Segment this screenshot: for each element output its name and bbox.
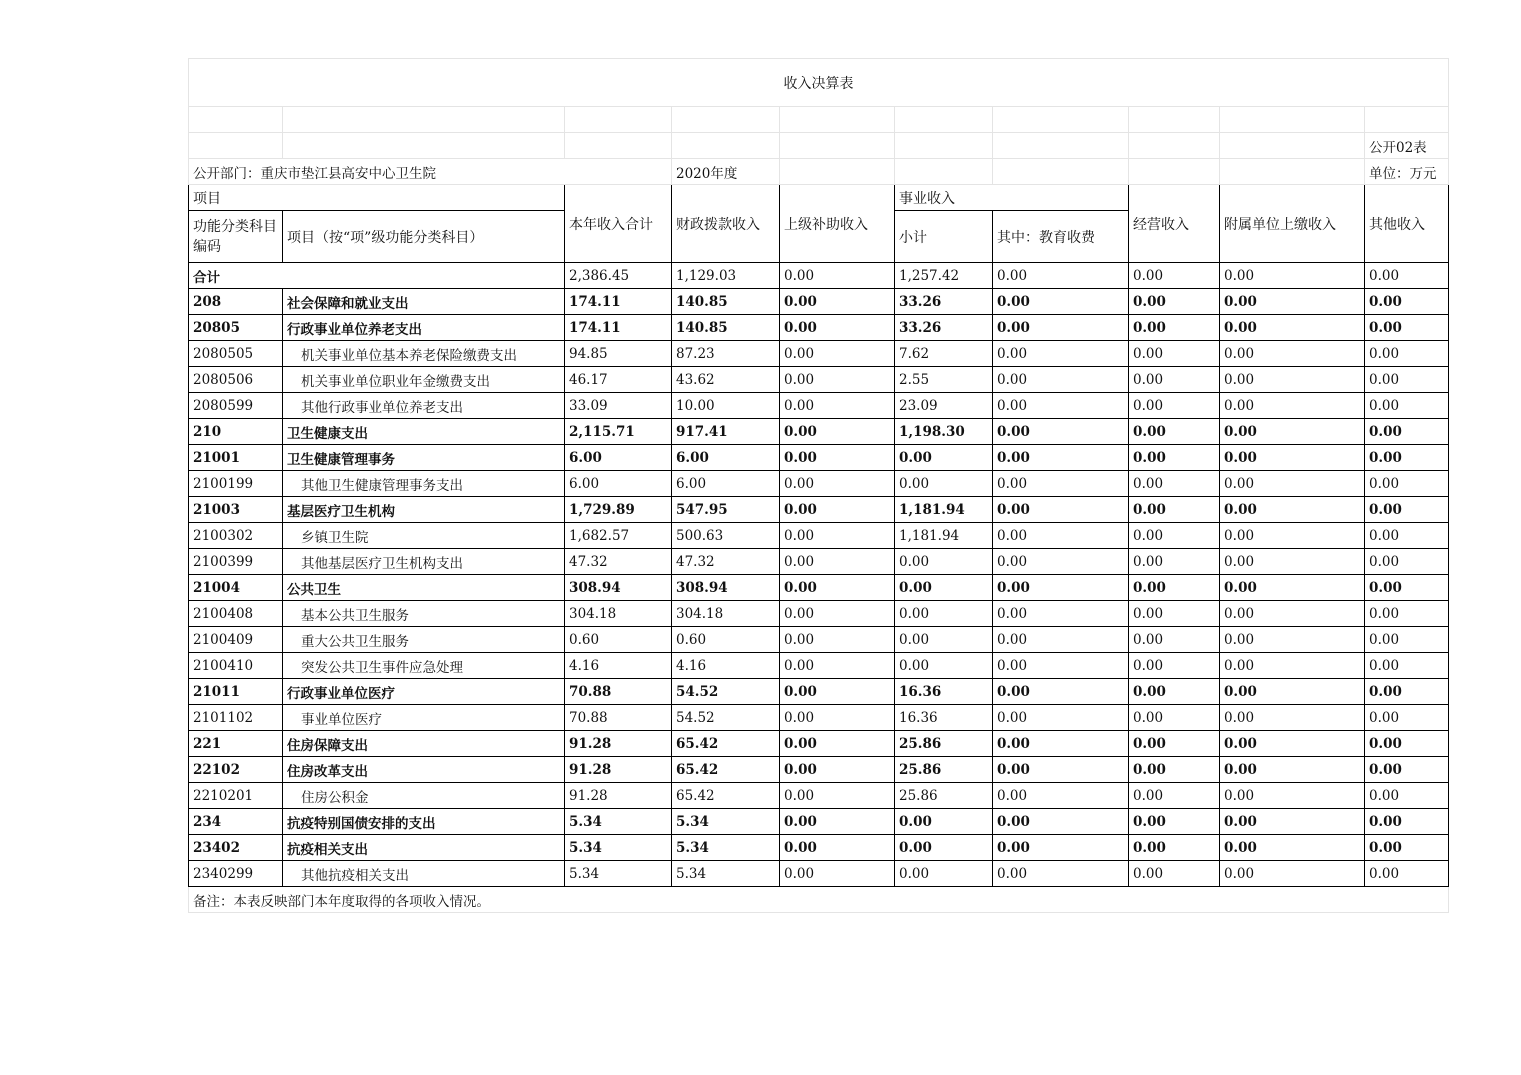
row-value: 70.88 <box>565 679 672 705</box>
row-value: 5.34 <box>565 861 672 887</box>
row-value: 5.34 <box>672 835 780 861</box>
row-value: 0.00 <box>993 445 1129 471</box>
row-name: 公共卫生 <box>283 575 565 601</box>
row-code: 20805 <box>189 315 283 341</box>
row-value: 10.00 <box>672 393 780 419</box>
table-row <box>189 523 1449 549</box>
table-row <box>189 419 1449 445</box>
row-value: 0.00 <box>1365 601 1449 627</box>
row-value: 0.00 <box>780 601 895 627</box>
row-value: 0.00 <box>780 497 895 523</box>
header-other: 其他收入 <box>1365 185 1449 263</box>
row-value: 0.00 <box>1129 341 1220 367</box>
row-value: 0.00 <box>993 471 1129 497</box>
fiscal-year: 2020年度 <box>672 159 780 185</box>
row-value: 0.00 <box>780 367 895 393</box>
total-label: 合计 <box>189 263 565 289</box>
row-name: 卫生健康管理事务 <box>283 445 565 471</box>
row-value: 917.41 <box>672 419 780 445</box>
row-value: 0.00 <box>993 757 1129 783</box>
total-value: 2,386.45 <box>565 263 672 289</box>
row-value: 0.00 <box>1365 367 1449 393</box>
row-code: 221 <box>189 731 283 757</box>
row-value: 16.36 <box>895 705 993 731</box>
row-value: 47.32 <box>672 549 780 575</box>
table-row <box>189 601 1449 627</box>
row-value: 1,682.57 <box>565 523 672 549</box>
row-value: 304.18 <box>672 601 780 627</box>
row-value: 33.09 <box>565 393 672 419</box>
row-value: 0.00 <box>993 289 1129 315</box>
row-code: 23402 <box>189 835 283 861</box>
row-value: 0.00 <box>993 627 1129 653</box>
header-total: 本年收入合计 <box>565 185 672 263</box>
row-value: 0.00 <box>993 679 1129 705</box>
row-value: 0.00 <box>1365 523 1449 549</box>
row-value: 0.00 <box>780 783 895 809</box>
table-row <box>189 471 1449 497</box>
row-value: 0.00 <box>1220 393 1365 419</box>
row-value: 0.00 <box>1129 731 1220 757</box>
row-value: 0.00 <box>1220 367 1365 393</box>
row-value: 4.16 <box>565 653 672 679</box>
row-value: 0.00 <box>1129 601 1220 627</box>
row-value: 0.00 <box>780 679 895 705</box>
row-value: 0.00 <box>993 549 1129 575</box>
row-value: 0.00 <box>1220 705 1365 731</box>
total-value: 0.00 <box>1220 263 1365 289</box>
row-value: 0.00 <box>1220 835 1365 861</box>
row-value: 0.00 <box>993 419 1129 445</box>
row-value: 0.00 <box>993 861 1129 887</box>
table-body <box>189 289 1449 887</box>
row-value: 70.88 <box>565 705 672 731</box>
row-value: 0.00 <box>1365 497 1449 523</box>
row-value: 91.28 <box>565 731 672 757</box>
row-name: 乡镇卫生院 <box>283 523 565 549</box>
row-value: 0.00 <box>1129 549 1220 575</box>
row-value: 0.00 <box>1129 575 1220 601</box>
table-row <box>189 341 1449 367</box>
row-value: 33.26 <box>895 289 993 315</box>
row-value: 0.00 <box>1220 861 1365 887</box>
row-value: 16.36 <box>895 679 993 705</box>
row-value: 0.00 <box>1365 341 1449 367</box>
row-value: 0.00 <box>1129 393 1220 419</box>
row-name: 住房保障支出 <box>283 731 565 757</box>
row-value: 33.26 <box>895 315 993 341</box>
row-code: 2101102 <box>189 705 283 731</box>
unit-label: 单位：万元 <box>1365 159 1449 185</box>
table-row <box>189 705 1449 731</box>
row-value: 0.00 <box>993 783 1129 809</box>
row-value: 0.00 <box>1220 679 1365 705</box>
department-label: 公开部门：重庆市垫江县高安中心卫生院 <box>189 159 672 185</box>
row-value: 0.00 <box>1365 471 1449 497</box>
row-value: 0.00 <box>1365 653 1449 679</box>
table-title: 收入决算表 <box>189 59 1449 107</box>
row-value: 0.00 <box>780 627 895 653</box>
row-name: 其他基层医疗卫生机构支出 <box>283 549 565 575</box>
row-code: 21004 <box>189 575 283 601</box>
row-value: 1,198.30 <box>895 419 993 445</box>
table-row <box>189 497 1449 523</box>
row-value: 174.11 <box>565 315 672 341</box>
row-value: 6.00 <box>672 445 780 471</box>
row-value: 0.00 <box>1129 757 1220 783</box>
row-value: 0.00 <box>1365 835 1449 861</box>
table-row <box>189 757 1449 783</box>
table-row <box>189 783 1449 809</box>
table-row <box>189 731 1449 757</box>
row-value: 0.00 <box>780 445 895 471</box>
row-name: 机关事业单位职业年金缴费支出 <box>283 367 565 393</box>
row-value: 547.95 <box>672 497 780 523</box>
row-value: 0.00 <box>1129 705 1220 731</box>
table-row <box>189 627 1449 653</box>
table-row <box>189 835 1449 861</box>
row-value: 25.86 <box>895 783 993 809</box>
total-value: 1,129.03 <box>672 263 780 289</box>
row-value: 0.00 <box>993 523 1129 549</box>
row-code: 2100399 <box>189 549 283 575</box>
row-value: 0.00 <box>993 809 1129 835</box>
row-value: 0.00 <box>780 861 895 887</box>
row-value: 0.00 <box>1365 315 1449 341</box>
row-value: 0.00 <box>780 835 895 861</box>
table-row <box>189 575 1449 601</box>
row-value: 25.86 <box>895 731 993 757</box>
total-value: 0.00 <box>1129 263 1220 289</box>
table-row <box>189 445 1449 471</box>
row-value: 46.17 <box>565 367 672 393</box>
row-value: 1,181.94 <box>895 523 993 549</box>
row-value: 0.00 <box>1220 419 1365 445</box>
row-value: 65.42 <box>672 783 780 809</box>
row-value: 0.00 <box>1220 341 1365 367</box>
row-value: 0.00 <box>1129 471 1220 497</box>
row-value: 54.52 <box>672 705 780 731</box>
row-value: 0.00 <box>895 861 993 887</box>
header-name: 项目（按“项”级功能分类科目） <box>283 211 565 263</box>
total-value: 1,257.42 <box>895 263 993 289</box>
row-value: 0.60 <box>565 627 672 653</box>
table-row <box>189 549 1449 575</box>
row-value: 0.00 <box>780 549 895 575</box>
row-value: 6.00 <box>565 471 672 497</box>
row-value: 0.00 <box>895 445 993 471</box>
row-value: 0.00 <box>1220 445 1365 471</box>
row-code: 2100410 <box>189 653 283 679</box>
row-name: 抗疫特别国债安排的支出 <box>283 809 565 835</box>
row-value: 0.00 <box>1129 445 1220 471</box>
row-value: 0.00 <box>1365 679 1449 705</box>
row-value: 0.00 <box>1365 809 1449 835</box>
row-value: 0.00 <box>1220 783 1365 809</box>
header-subtotal: 小计 <box>895 211 993 263</box>
row-value: 0.00 <box>1129 289 1220 315</box>
row-value: 0.00 <box>993 601 1129 627</box>
row-value: 0.00 <box>1365 731 1449 757</box>
row-value: 0.00 <box>895 653 993 679</box>
row-value: 0.00 <box>993 731 1129 757</box>
row-value: 0.00 <box>1129 653 1220 679</box>
row-value: 0.00 <box>1365 445 1449 471</box>
row-value: 0.00 <box>1220 523 1365 549</box>
row-code: 21003 <box>189 497 283 523</box>
row-value: 0.00 <box>1220 731 1365 757</box>
income-final-accounts-table <box>188 58 1449 913</box>
row-value: 0.00 <box>780 289 895 315</box>
row-value: 2,115.71 <box>565 419 672 445</box>
table-note: 备注：本表反映部门本年度取得的各项收入情况。 <box>189 887 1449 913</box>
row-value: 0.00 <box>1365 783 1449 809</box>
row-value: 1,181.94 <box>895 497 993 523</box>
row-value: 174.11 <box>565 289 672 315</box>
row-value: 94.85 <box>565 341 672 367</box>
row-name: 住房公积金 <box>283 783 565 809</box>
row-value: 0.00 <box>1220 757 1365 783</box>
row-value: 500.63 <box>672 523 780 549</box>
row-value: 0.00 <box>993 497 1129 523</box>
table-row <box>189 653 1449 679</box>
row-code: 21001 <box>189 445 283 471</box>
row-value: 0.00 <box>1365 627 1449 653</box>
row-value: 0.00 <box>993 705 1129 731</box>
row-name: 行政事业单位养老支出 <box>283 315 565 341</box>
row-value: 0.00 <box>1220 653 1365 679</box>
row-value: 0.00 <box>1129 523 1220 549</box>
row-value: 5.34 <box>672 861 780 887</box>
row-value: 0.00 <box>780 757 895 783</box>
total-row <box>189 263 1449 289</box>
row-code: 2340299 <box>189 861 283 887</box>
row-code: 2080506 <box>189 367 283 393</box>
row-code: 2100409 <box>189 627 283 653</box>
header-affiliated: 附属单位上缴收入 <box>1220 185 1365 263</box>
row-value: 4.16 <box>672 653 780 679</box>
row-value: 0.00 <box>1365 861 1449 887</box>
total-value: 0.00 <box>780 263 895 289</box>
row-value: 47.32 <box>565 549 672 575</box>
row-value: 0.00 <box>1365 705 1449 731</box>
row-name: 住房改革支出 <box>283 757 565 783</box>
row-value: 91.28 <box>565 783 672 809</box>
row-value: 0.00 <box>1129 861 1220 887</box>
row-value: 0.00 <box>1365 419 1449 445</box>
row-value: 43.62 <box>672 367 780 393</box>
row-value: 0.00 <box>780 393 895 419</box>
row-value: 0.00 <box>780 809 895 835</box>
row-value: 0.00 <box>1129 497 1220 523</box>
row-name: 抗疫相关支出 <box>283 835 565 861</box>
table-row <box>189 809 1449 835</box>
header-fiscal: 财政拨款收入 <box>672 185 780 263</box>
row-code: 2100302 <box>189 523 283 549</box>
row-value: 0.00 <box>1129 835 1220 861</box>
row-name: 其他行政事业单位养老支出 <box>283 393 565 419</box>
table-row <box>189 289 1449 315</box>
row-value: 2.55 <box>895 367 993 393</box>
row-value: 0.00 <box>1129 809 1220 835</box>
row-value: 7.62 <box>895 341 993 367</box>
row-value: 0.00 <box>895 575 993 601</box>
header-code: 功能分类科目编码 <box>189 211 283 263</box>
row-value: 0.00 <box>1129 783 1220 809</box>
row-value: 23.09 <box>895 393 993 419</box>
row-name: 其他抗疫相关支出 <box>283 861 565 887</box>
row-name: 其他卫生健康管理事务支出 <box>283 471 565 497</box>
row-name: 事业单位医疗 <box>283 705 565 731</box>
table-row <box>189 393 1449 419</box>
row-code: 2080599 <box>189 393 283 419</box>
row-value: 0.00 <box>780 705 895 731</box>
total-value: 0.00 <box>1365 263 1449 289</box>
row-name: 重大公共卫生服务 <box>283 627 565 653</box>
row-value: 6.00 <box>565 445 672 471</box>
row-code: 2100199 <box>189 471 283 497</box>
row-value: 0.00 <box>780 731 895 757</box>
row-value: 0.00 <box>780 575 895 601</box>
row-value: 0.00 <box>993 367 1129 393</box>
row-value: 0.00 <box>1220 471 1365 497</box>
row-value: 6.00 <box>672 471 780 497</box>
row-value: 0.00 <box>780 653 895 679</box>
row-name: 行政事业单位医疗 <box>283 679 565 705</box>
row-value: 0.00 <box>895 549 993 575</box>
form-number: 公开02表 <box>1365 133 1449 159</box>
row-name: 机关事业单位基本养老保险缴费支出 <box>283 341 565 367</box>
row-value: 0.00 <box>895 601 993 627</box>
row-name: 突发公共卫生事件应急处理 <box>283 653 565 679</box>
row-value: 5.34 <box>672 809 780 835</box>
row-value: 0.00 <box>1220 575 1365 601</box>
row-code: 2080505 <box>189 341 283 367</box>
row-value: 0.00 <box>895 471 993 497</box>
row-value: 0.00 <box>993 393 1129 419</box>
row-value: 0.00 <box>1220 627 1365 653</box>
row-name: 基层医疗卫生机构 <box>283 497 565 523</box>
row-code: 22102 <box>189 757 283 783</box>
row-value: 0.00 <box>1129 627 1220 653</box>
header-item: 项目 <box>189 185 565 211</box>
row-value: 0.00 <box>780 315 895 341</box>
row-value: 0.60 <box>672 627 780 653</box>
row-value: 308.94 <box>672 575 780 601</box>
row-value: 0.00 <box>1220 809 1365 835</box>
table-row <box>189 861 1449 887</box>
row-value: 0.00 <box>1365 393 1449 419</box>
table-row <box>189 315 1449 341</box>
row-value: 0.00 <box>1365 575 1449 601</box>
row-code: 234 <box>189 809 283 835</box>
table-row <box>189 367 1449 393</box>
row-value: 0.00 <box>1365 757 1449 783</box>
row-name: 基本公共卫生服务 <box>283 601 565 627</box>
row-value: 304.18 <box>565 601 672 627</box>
row-code: 2100408 <box>189 601 283 627</box>
row-value: 0.00 <box>780 341 895 367</box>
row-value: 54.52 <box>672 679 780 705</box>
row-value: 65.42 <box>672 731 780 757</box>
row-value: 65.42 <box>672 757 780 783</box>
row-value: 0.00 <box>993 653 1129 679</box>
row-value: 1,729.89 <box>565 497 672 523</box>
row-value: 0.00 <box>1365 289 1449 315</box>
row-value: 0.00 <box>1129 315 1220 341</box>
row-value: 0.00 <box>1129 679 1220 705</box>
header-education: 其中：教育收费 <box>993 211 1129 263</box>
header-operating: 经营收入 <box>1129 185 1220 263</box>
row-value: 0.00 <box>993 575 1129 601</box>
row-value: 0.00 <box>1220 497 1365 523</box>
header-business: 事业收入 <box>895 185 1129 211</box>
row-value: 308.94 <box>565 575 672 601</box>
row-value: 0.00 <box>1365 549 1449 575</box>
row-code: 208 <box>189 289 283 315</box>
row-value: 0.00 <box>993 341 1129 367</box>
row-code: 210 <box>189 419 283 445</box>
row-value: 0.00 <box>895 627 993 653</box>
row-value: 0.00 <box>1220 289 1365 315</box>
row-value: 0.00 <box>1220 315 1365 341</box>
header-superior: 上级补助收入 <box>780 185 895 263</box>
row-value: 0.00 <box>895 835 993 861</box>
row-value: 0.00 <box>1220 549 1365 575</box>
row-value: 5.34 <box>565 809 672 835</box>
row-code: 2210201 <box>189 783 283 809</box>
row-value: 0.00 <box>1129 419 1220 445</box>
row-name: 卫生健康支出 <box>283 419 565 445</box>
row-value: 0.00 <box>780 523 895 549</box>
row-value: 0.00 <box>1129 367 1220 393</box>
row-value: 140.85 <box>672 315 780 341</box>
row-value: 0.00 <box>1220 601 1365 627</box>
row-value: 91.28 <box>565 757 672 783</box>
row-value: 87.23 <box>672 341 780 367</box>
row-value: 0.00 <box>780 471 895 497</box>
row-value: 0.00 <box>780 419 895 445</box>
row-value: 0.00 <box>993 315 1129 341</box>
row-value: 5.34 <box>565 835 672 861</box>
row-value: 25.86 <box>895 757 993 783</box>
table-row <box>189 679 1449 705</box>
row-name: 社会保障和就业支出 <box>283 289 565 315</box>
row-value: 140.85 <box>672 289 780 315</box>
row-value: 0.00 <box>895 809 993 835</box>
row-code: 21011 <box>189 679 283 705</box>
row-value: 0.00 <box>993 835 1129 861</box>
total-value: 0.00 <box>993 263 1129 289</box>
